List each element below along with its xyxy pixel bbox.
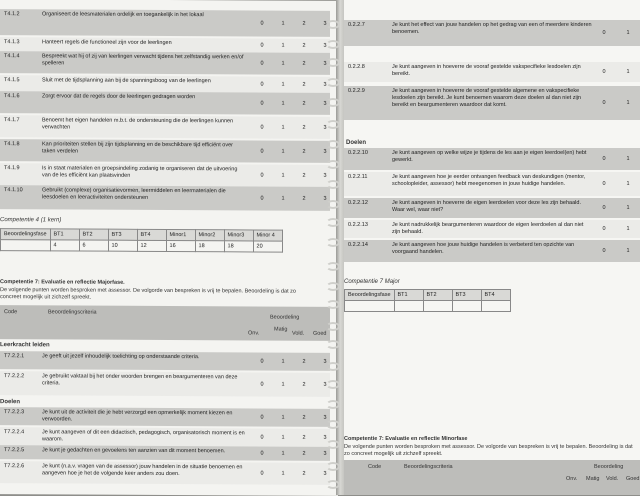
score-table-header: BT4 [137,229,166,240]
binder-ring [326,200,340,209]
criterion-row [0,351,330,371]
score-option[interactable]: 0 [260,381,264,388]
score-option[interactable]: 1 [281,60,285,67]
score-table-cell[interactable]: 6 [79,240,108,251]
score-option[interactable]: 0 [260,42,264,49]
score-table-header: Minor1 [166,229,195,240]
score-option[interactable]: 0 [260,100,264,107]
criteria-header-right [344,460,640,495]
score-table-header: Minor2 [195,230,224,241]
criterion-text: Je kunt uit de activiteit die je hebt verzorgd een opmerkelijk moment kiezen en verwoorden. [42,409,233,423]
binder-ring [326,462,340,471]
binder-ring [326,40,340,49]
criterion-row [344,198,640,218]
binder-ring [326,362,340,371]
binder-ring [326,340,340,349]
binder-ring [326,58,340,67]
binder-ring [326,160,340,169]
criterion-code: T7.2.2.2 [4,373,25,380]
binder-ring [326,440,340,449]
score-option[interactable]: 0 [260,172,264,179]
score-option[interactable]: 2 [302,195,306,202]
score-option[interactable]: 0 [602,30,606,36]
header-col-matig: Matig [274,326,288,333]
score-option[interactable]: 0 [602,226,606,232]
criterion-text: Je kunt aangeven in hoeverre de eigen leerdoelen voor deze les zijn behaald. Waar wel, waar niet? [392,200,581,213]
criterion-row [0,51,330,75]
group-leerkracht: Leerkracht leiden [0,342,50,349]
score-option[interactable]: 1 [281,414,285,421]
criterion-text: Zorgt ervoor dat de regels door de leerlingen gedragen worden [42,93,196,101]
criterion-text: Je kunt aangeven hoe jouw huidige handelen is verbeterd ten opzichte van voorgaand handelen. [392,242,575,255]
criterion-code: 0.2.2.12 [348,200,368,206]
score-option[interactable]: 3 [323,60,327,67]
score-option[interactable]: 0 [260,358,264,365]
criterion-text: Je kunt (n.a.v. vragen van de assessor) jouw handelen in de situatie benoemen en aangeven hoe je het de volgende keer anders zou doen. [42,463,243,478]
criterion-code: 0.2.2.7 [348,22,365,28]
score-table-cell[interactable] [452,301,481,312]
score-option[interactable]: 1 [281,450,285,457]
score-option[interactable]: 2 [302,381,306,388]
score-option[interactable]: 1 [626,205,630,211]
score-table-cell[interactable] [423,301,452,312]
competence-7-score-table [344,289,511,312]
criterion-code: T4.1.10 [4,187,23,194]
criterion-row [0,139,330,163]
criterion-code: T4.1.7 [4,117,20,124]
score-option[interactable]: 2 [302,414,306,421]
score-option[interactable]: 0 [260,414,264,421]
criterion-row [0,75,330,93]
score-table-header: Minor3 [224,230,253,241]
score-option[interactable]: 1 [281,81,285,88]
binder-ring [326,218,340,227]
binder-ring [326,262,340,271]
score-option[interactable]: 1 [281,470,285,477]
criterion-row [344,148,640,170]
score-option[interactable]: 3 [323,414,327,421]
score-option[interactable]: 2 [302,124,306,131]
criterion-code: T4.1.9 [4,165,20,172]
criterion-row [0,9,330,37]
criterion-text: Gebruikt (complexe) organisatievormen, leermiddelen en leermaterialen die leesdoelen en leeractiviteiten ondersteunen [42,187,226,201]
criterion-code: T7.2.2.1 [4,353,25,360]
criterion-row [344,240,640,262]
score-option[interactable]: 3 [323,172,327,179]
header-code: Code [4,309,18,316]
score-table-cell[interactable]: 4 [50,240,79,251]
criterion-text: Je kunt aangeven of dit een didactisch, pedagogisch, organisatorisch moment is en waarom. [42,429,245,443]
score-option[interactable]: 3 [323,124,327,131]
binder-ring [326,380,340,389]
score-option[interactable]: 2 [302,434,306,441]
score-option[interactable]: 2 [302,358,306,365]
criteria-header [0,305,330,341]
score-option[interactable]: 1 [281,124,285,131]
score-option[interactable]: 3 [323,42,327,49]
binder-ring [326,140,340,149]
score-option[interactable]: 0 [602,156,606,162]
group-doelen-right: Doelen [346,140,367,146]
binder-ring [326,420,340,429]
criterion-text: Je kunt aangeven in hoeverre de vooraf gestelde vakspecifieke lesdoelen zijn bereikt. [392,64,581,77]
score-table-header: BT3 [452,290,481,301]
score-option[interactable]: 1 [626,181,630,187]
criterion-row [0,371,330,397]
binder-ring [326,98,340,107]
criterion-code: 0.2.2.9 [348,88,365,94]
header-col-onv: Onv. [248,330,260,337]
header-col-goed: Goed [313,330,327,337]
criterion-code: T7.2.2.5 [4,447,25,454]
binder-ring [326,78,340,87]
score-option[interactable]: 3 [323,450,327,457]
criterion-code: T4.1.4 [4,53,20,60]
criterion-code: 0.2.2.14 [348,242,368,248]
binder-ring [326,480,340,489]
score-option[interactable]: 1 [281,381,285,388]
competence-7-major-right-title: Competentie 7 Major [344,279,400,285]
competence-7-major-note: De volgende punten worden besproken met assessor. De volgorde van bespreken is vrij te bepalen. Beoordeling is dat zo concreet mogelijk uit zichzelf spreekt. [0,287,296,301]
criterion-code: T4.1.6 [4,93,20,100]
score-option[interactable]: 2 [302,470,306,477]
criterion-text: Kan prioriteiten stellen bij zijn tijdsplanning en de beschikbare tijd efficiënt over taken verdelen [42,141,233,155]
score-table-header: Beoordelingsfase [345,290,395,301]
criterion-row [344,220,640,238]
score-table-cell[interactable] [481,301,510,312]
criterion-text: Je kunt aangeven op welke wijze je tijdens de les aan je eigen leerdoel(en) hebt gewerkt. [392,150,587,163]
criterion-code: T4.1.2 [4,11,20,18]
score-option[interactable]: 1 [626,100,630,106]
criterion-text: Je kunt aangeven in hoeverre de vooraf gestelde algemene en vakspecifieke lesdoelen zijn bereikt. Je kunt benoemen waarom deze doelen al dan niet zijn bereikt en beargumenteren waardoor dat komt. [392,88,581,108]
header-col-onv-right: Onv. [566,476,578,482]
binder-ring [326,300,340,309]
score-option[interactable]: 1 [626,156,630,162]
criterion-row [0,91,330,115]
score-option[interactable]: 0 [260,470,264,477]
header-criteria: Beoordelingscriteria [48,309,97,316]
score-option[interactable]: 3 [323,20,327,27]
score-option[interactable]: 1 [281,172,285,179]
score-option[interactable]: 3 [323,100,327,107]
criterion-row [344,86,640,120]
score-option[interactable]: 0 [602,181,606,187]
header-col-matig-right: Matig [586,476,600,482]
score-option[interactable]: 3 [323,148,327,155]
criterion-row [344,62,640,82]
binder-ring [326,400,340,409]
competence-7-minor-title: Competentie 7: Evaluatie en reflectie Minorfase [344,436,468,442]
score-table-cell[interactable]: 12 [137,240,166,251]
binder-ring [326,322,340,331]
score-option[interactable]: 3 [323,81,327,88]
criterion-text: Hanteert regels die functioneel zijn voor de leerlingen [42,39,172,47]
score-option[interactable]: 3 [323,381,327,388]
binder-ring [326,282,340,291]
score-option[interactable]: 1 [281,434,285,441]
criterion-code: T4.1.5 [4,77,20,84]
criterion-row [0,115,330,139]
header-col-vold-right: Vold. [606,476,619,482]
score-option[interactable]: 1 [626,69,630,75]
criterion-row [0,427,330,447]
score-option[interactable]: 0 [260,434,264,441]
score-option[interactable]: 2 [302,148,306,155]
criterion-code: 0.2.2.10 [348,150,368,156]
criterion-row [0,185,330,211]
score-option[interactable]: 0 [260,450,264,457]
score-table-header: BT2 [79,229,108,240]
criterion-code: T4.1.8 [4,141,20,148]
score-table-cell[interactable] [394,301,423,312]
criterion-text: Organiseert de leesmaterialen ordelijk en toegankelijk in het lokaal [42,11,204,19]
header-col-vold: Vold. [292,330,305,337]
criterion-row [344,20,640,46]
criterion-code: 0.2.2.8 [348,64,365,70]
score-option[interactable]: 2 [302,60,306,67]
criterion-text: Je kunt nadrukkelijk beargumenteren waardoor de eigen leerdoelen al dan niet zijn behaald. [392,222,584,235]
score-table-cell[interactable] [1,240,51,251]
header-rating: Beoordeling [270,314,300,321]
score-table-header: BT4 [481,290,510,301]
competence-4-score-table [0,228,283,252]
binder-ring [326,238,340,247]
binder-ring [326,120,340,129]
criterion-row [344,172,640,196]
score-option[interactable]: 2 [302,81,306,88]
competence-4-title: Competentie 4 (1 kern) [0,217,62,224]
score-option[interactable]: 0 [602,205,606,211]
score-option[interactable]: 1 [281,195,285,202]
score-option[interactable]: 1 [626,248,630,254]
criterion-text: Benoemt het eigen handelen m.b.t. de ondersteuning die de leerlingen kunnen verwachten [42,117,234,131]
criterion-text: Bespreekt wat hij of zij van leerlingen verwacht tijdens het zelfstandig werken en/of spelleren [42,53,244,67]
score-option[interactable]: 0 [260,81,264,88]
criterion-row [0,445,330,461]
score-option[interactable]: 0 [602,248,606,254]
score-table-cell[interactable]: 20 [253,241,282,252]
score-table-cell[interactable]: 18 [195,241,224,252]
score-option[interactable]: 1 [626,30,630,36]
score-option[interactable]: 2 [302,100,306,107]
criterion-code: T7.2.2.6 [4,463,25,470]
score-table-header: Minor 4 [253,230,282,241]
criterion-text: Je kunt aangeven hoe je eerder ontvangen feedback van deskundigen (mentor, schoolopleider, assessor) hebt meegenomen in jouw huidige handelen. [392,174,586,187]
score-option[interactable]: 0 [260,124,264,131]
criterion-code: T7.2.2.3 [4,409,25,416]
group-doelen: Doelen [0,399,21,406]
score-table-cell[interactable]: 10 [108,240,137,251]
score-table-header: BT1 [50,229,79,240]
score-option[interactable]: 0 [260,20,264,27]
score-option[interactable]: 0 [602,100,606,106]
score-option[interactable]: 1 [281,148,285,155]
header-col-goed-right: Goed [626,476,640,482]
binder-ring [326,20,340,29]
score-option[interactable]: 0 [602,69,606,75]
score-table-cell[interactable]: 16 [166,240,195,251]
score-option[interactable]: 1 [281,100,285,107]
score-table-header: BT3 [108,229,137,240]
score-option[interactable]: 2 [302,42,306,49]
criterion-row [0,163,330,187]
score-option[interactable]: 1 [281,42,285,49]
score-option[interactable]: 3 [323,358,327,365]
binder-ring [326,180,340,189]
criterion-text: Sluit met de tijdsplanning aan bij de spanningsboog van de leerlingen [42,77,211,85]
score-option[interactable]: 3 [323,195,327,202]
criterion-text: Je kunt je gedachten en gevoelens ten aanzien van dit moment benoemen. [42,447,226,455]
score-table-cell[interactable]: 18 [224,241,253,252]
header-rating-right: Beoordeling [594,464,624,470]
score-option[interactable]: 1 [626,226,630,232]
score-table-header: BT2 [423,290,452,301]
score-option[interactable]: 1 [281,20,285,27]
criterion-text: Je gebruikt vaktaal bij het onder woorden brengen en beargumenteren van deze criteria. [42,373,238,387]
criterion-row [0,461,330,485]
score-option[interactable]: 3 [323,470,327,477]
criterion-text: Je kunt het effect van jouw handelen op het gedrag van een of meerdere kinderen benoemen. [392,22,592,35]
score-option[interactable]: 2 [302,172,306,179]
header-criteria-right: Beoordelingscriteria [404,464,453,470]
criterion-text: Is in staat materialen en groepsindeling zodanig te organiseren dat de uitvoering van de les efficiënt kan plaatsvinden [42,165,238,179]
score-option[interactable]: 2 [302,450,306,457]
score-table-header: Beoordelingsfase [1,229,51,240]
score-option[interactable]: 0 [260,195,264,202]
score-option[interactable]: 1 [281,358,285,365]
score-table-header: BT1 [394,290,423,301]
competence-7-major-title: Competentie 7: Evaluatie en reflectie Majorfase. [0,279,125,286]
criterion-code: T4.1.3 [4,39,20,46]
score-option[interactable]: 2 [302,20,306,27]
criterion-text: Je geeft uit jezelf inhoudelijk toelichting op onderstaande criteria. [42,353,200,361]
score-option[interactable]: 0 [260,60,264,67]
score-option[interactable]: 0 [260,148,264,155]
criterion-row [0,407,330,427]
competence-7-minor-note: De volgende punten worden besproken met assessor. De volgorde van bespreken is vrij te bepalen. Beoordeling is dat zo concreet mogelijk uit zichzelf spreekt. [344,444,633,457]
criterion-code: 0.2.2.11 [348,174,368,180]
score-table-cell[interactable] [345,301,395,312]
criterion-code: 0.2.2.13 [348,222,368,228]
right-page [344,0,640,495]
score-option[interactable]: 3 [323,434,327,441]
header-code-right: Code [368,464,382,470]
criterion-code: T7.2.2.4 [4,429,25,436]
